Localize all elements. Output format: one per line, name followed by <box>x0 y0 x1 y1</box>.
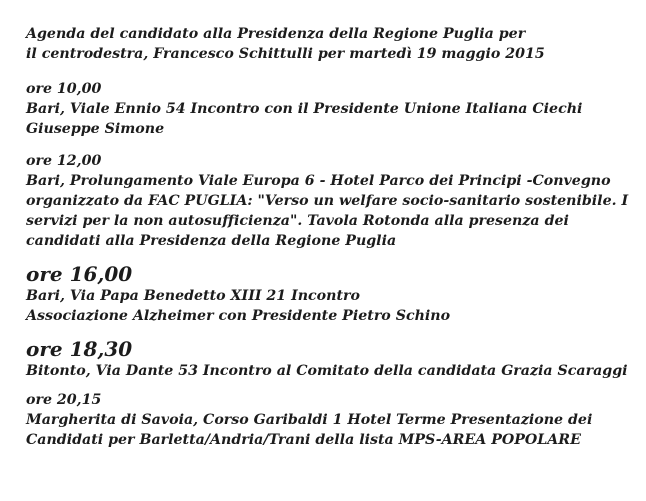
event-detail-line: Associazione Alzheimer con Presidente Pietro Schino <box>26 308 451 324</box>
header-line: il centrodestra, Francesco Schittulli per martedì 19 maggio 2015 <box>26 46 545 62</box>
agenda-event <box>26 151 638 251</box>
event-detail-line: Giuseppe Simone <box>26 121 165 137</box>
event-detail-line: Candidati per Barletta/Andria/Trani della lista MPS-AREA POPOLARE <box>26 432 581 448</box>
agenda-document <box>26 24 638 450</box>
event-detail-line: candidati alla Presidenza della Regione Puglia <box>26 233 397 249</box>
event-detail-line: organizzato da FAC PUGLIA: "Verso un welfare socio-sanitario sostenibile. I <box>26 193 629 209</box>
agenda-header <box>26 24 638 64</box>
event-time: ore 20,15 <box>26 392 102 408</box>
agenda-event <box>26 262 638 326</box>
agenda-event <box>26 79 638 139</box>
event-detail-line: Bari, Viale Ennio 54 Incontro con il Presidente Unione Italiana Ciechi <box>26 101 583 117</box>
event-detail-line: Margherita di Savoia, Corso Garibaldi 1 Hotel Terme Presentazione dei <box>26 412 593 428</box>
event-time: ore 12,00 <box>26 153 102 169</box>
header-line: Agenda del candidato alla Presidenza della Regione Puglia per <box>26 26 526 42</box>
agenda-event <box>26 390 638 450</box>
agenda-event <box>26 337 638 381</box>
event-time: ore 10,00 <box>26 81 102 97</box>
event-time: ore 18,30 <box>26 337 133 361</box>
event-detail-line: Bitonto, Via Dante 53 Incontro al Comitato della candidata Grazia Scaraggi <box>26 363 628 379</box>
event-detail-line: Bari, Prolungamento Viale Europa 6 - Hotel Parco dei Principi -Convegno <box>26 173 611 189</box>
event-time: ore 16,00 <box>26 262 133 286</box>
event-detail-line: servizi per la non autosufficienza". Tavola Rotonda alla presenza dei <box>26 213 569 229</box>
event-detail-line: Bari, Via Papa Benedetto XIII 21 Incontro <box>26 288 360 304</box>
